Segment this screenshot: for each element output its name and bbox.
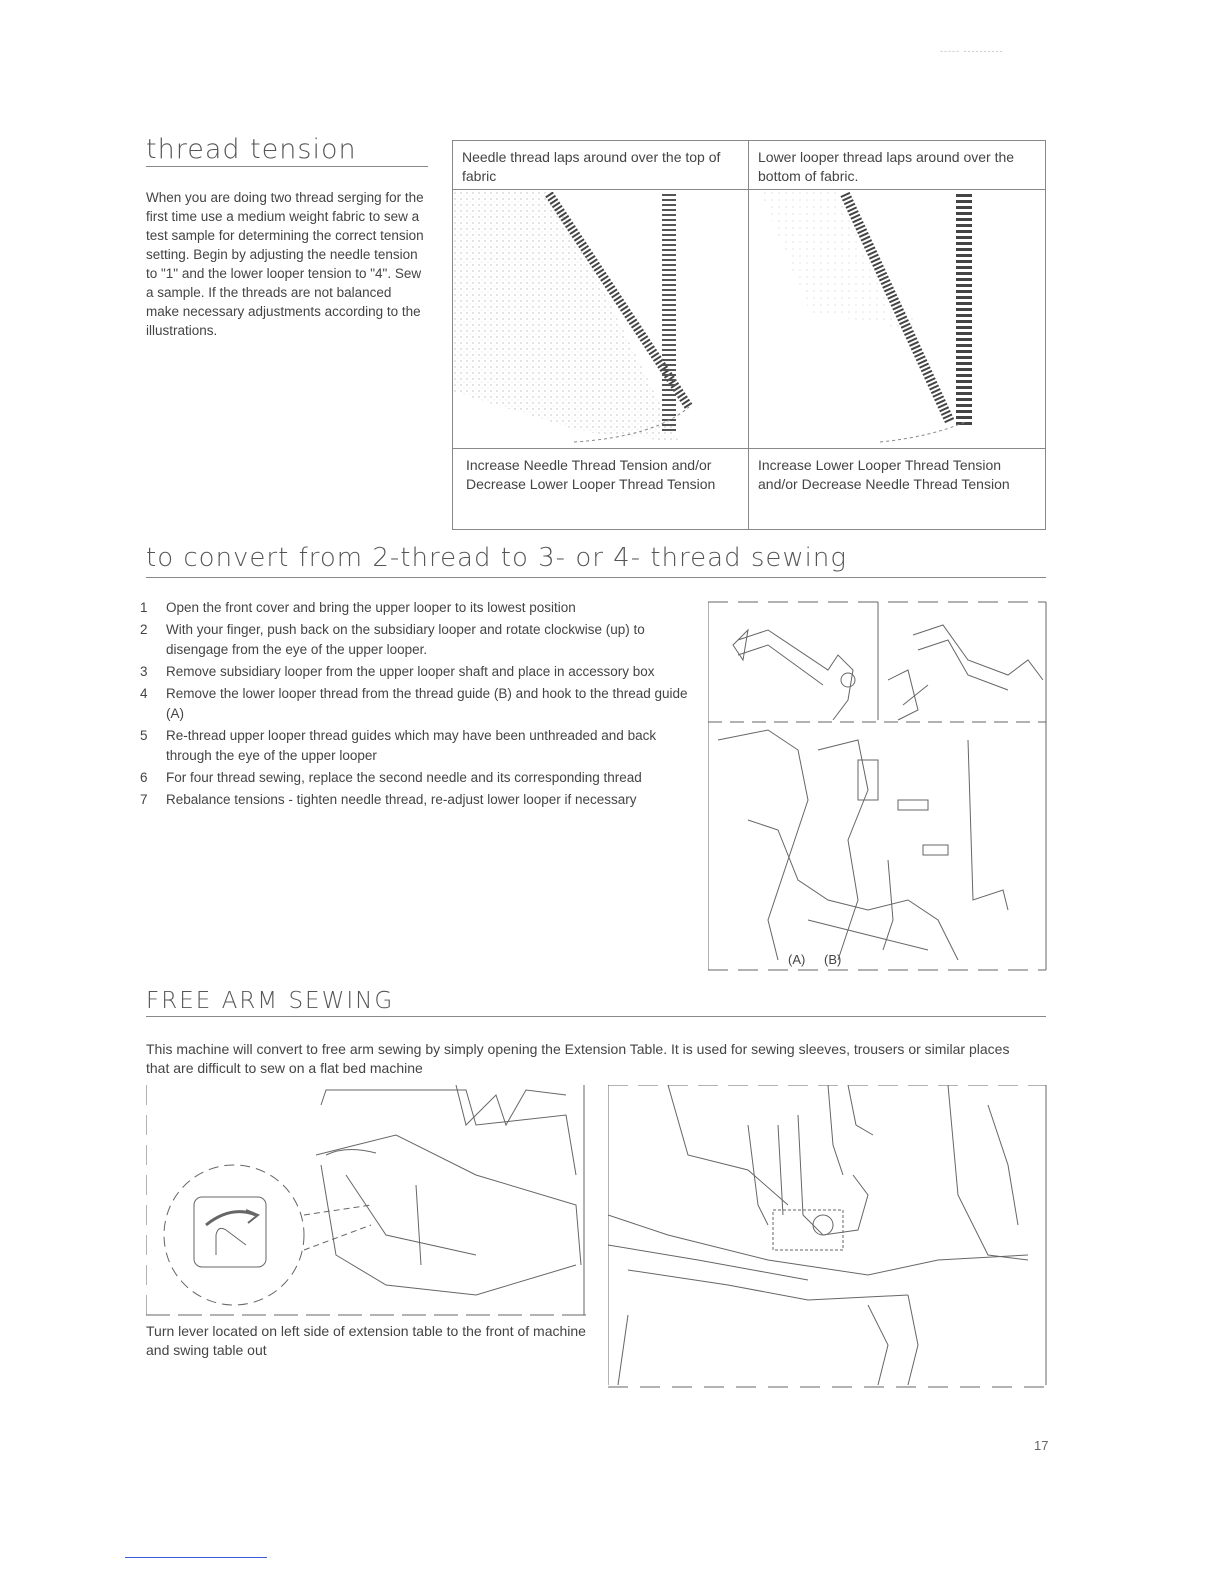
free-arm-caption: Turn lever located on left side of extension table to the front of machine and swing table out [146,1323,586,1358]
page-number: 17 [1034,1438,1049,1453]
left-bottom-caption: Increase Needle Thread Tension and/or Decrease Lower Looper Thread Tension [466,457,716,492]
right-top-caption: Lower looper thread laps around over the bottom of fabric. [758,149,1015,184]
step-item: 1 Open the front cover and bring the upper looper to its lowest position [140,600,576,615]
header-marks: ----- ---------- [940,46,1004,56]
tension-diagrams [452,140,1046,530]
thread-tension-title: thread tension [146,134,357,165]
looper-thread-illustration [750,192,1042,446]
needle-thread-illustration [454,192,746,446]
free-arm-body: This machine will convert to free arm sewing by simply opening the Extension Table. It is used for sewing sleeves, trousers or similar places that are difficult to sew on a flat bed machine [146,1041,1010,1076]
left-top-caption: Needle thread laps around over the top of fabric [462,149,721,184]
extension-table-illustration [146,1085,588,1317]
step-item: 6 For four thread sewing, replace the second needle and its corresponding thread [140,770,642,785]
extension-table-drawing [146,1085,588,1317]
convert-title: to convert from 2-thread to 3- or 4- thread sewing [146,543,847,573]
free-arm-underline [146,1016,1046,1017]
step-item: 5 Re-thread upper looper thread guides which may have been unthreaded and back through the eye of the upper looper [140,728,657,763]
thread-tension-intro: When you are doing two thread serging for the first time use a medium weight fabric to sew a test sample for determining the correct tension setting. Begin by adjusting the needle tension to "1" and the lower looper tension to "4". Sew a sample. If the threads are not balanced make necessary adjustments according to the illustrations. [146,190,424,338]
right-bottom-caption: Increase Lower Looper Thread Tension and/or Decrease Needle Thread Tension [758,457,1010,492]
looper-illustrations [708,600,1048,975]
step-item: 4 Remove the lower looper thread from the thread guide (B) and hook to the thread guide (A) [140,686,688,721]
convert-underline [146,577,1046,578]
step-item: 2 With your finger, push back on the subsidiary looper and rotate clockwise (up) to disengage from the eye of the upper looper. [140,622,645,657]
title-underline [146,166,428,167]
free-arm-machine-illustration [608,1085,1048,1390]
label-a: (A) [788,952,806,967]
step-item: 7 Rebalance tensions - tighten needle thread, re-adjust lower looper if necessary [140,792,637,807]
free-arm-title: FREE ARM SEWING [146,988,395,1014]
looper-drawing [708,600,1048,975]
step-item: 3 Remove subsidiary looper from the upper looper shaft and place in accessory box [140,664,655,679]
convert-steps [140,598,700,812]
free-arm-machine-drawing [608,1085,1048,1390]
footer-rule [125,1557,267,1558]
label-b: (B) [824,952,842,967]
